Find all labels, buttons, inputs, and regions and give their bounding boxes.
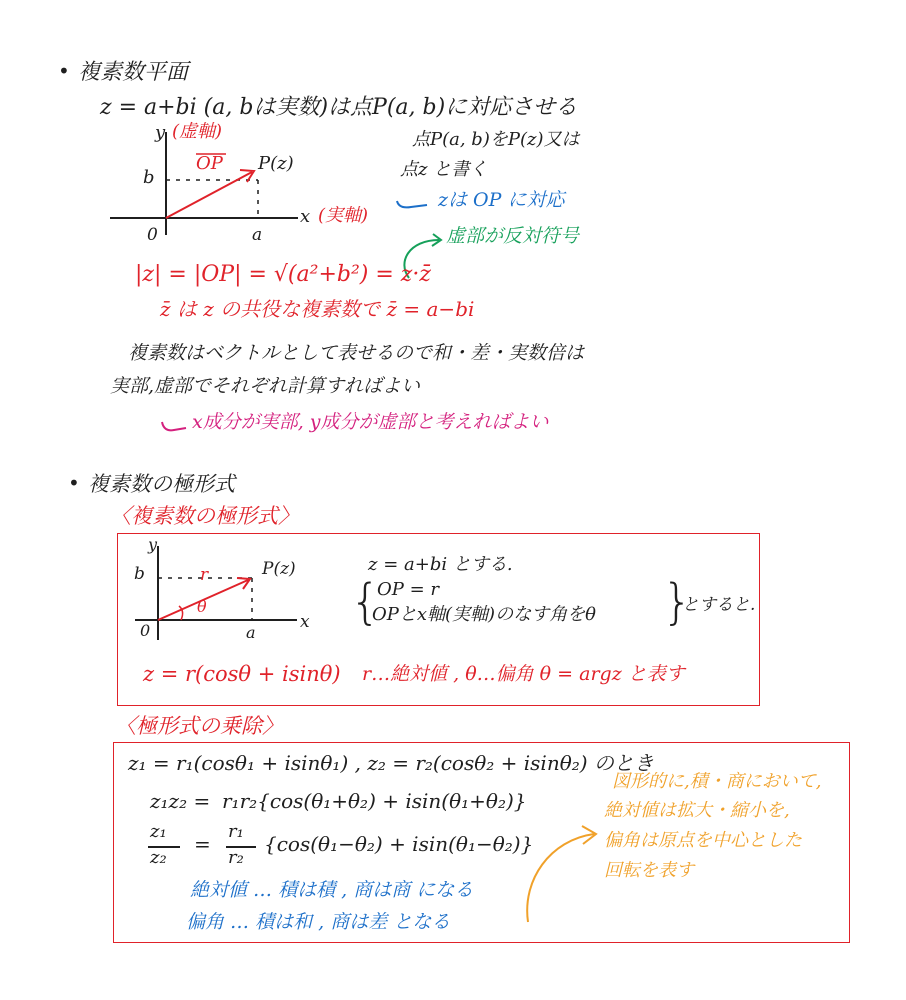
diagram1-imag-axis-label: (虚軸) bbox=[172, 121, 223, 142]
abs-value-note: 絶対値 … 積は積 , 商は商 になる bbox=[190, 879, 474, 901]
polar-origin-label: 0 bbox=[140, 621, 151, 640]
polar-theta-label: θ bbox=[197, 597, 207, 616]
mult-box-title: 〈極形式の乗除〉 bbox=[115, 714, 283, 738]
quotient-denominator: z₂ bbox=[150, 847, 167, 868]
side-note-line3: 偏角は原点を中心とした bbox=[604, 830, 802, 851]
let-z-text: z = a+bi とする. bbox=[368, 554, 513, 575]
note-vector: zは OP に対応 bbox=[438, 189, 565, 211]
side-note-line1: 図形的に,積・商において, bbox=[612, 771, 822, 792]
note-xy-components: x成分が実部, y成分が虚部と考えればよい bbox=[192, 411, 549, 433]
polar-x-label: x bbox=[300, 612, 310, 632]
orange-arrow-icon bbox=[510, 820, 600, 930]
diagram1-vector-label: OP bbox=[196, 153, 223, 174]
condition-theta: OPとx軸(実軸)のなす角をθ bbox=[372, 604, 596, 625]
polar-formula: z = r(cosθ + isinθ) bbox=[143, 662, 341, 686]
complex-plane-diagram bbox=[100, 120, 400, 260]
note-conjugate: 虚部が反対符号 bbox=[446, 225, 580, 247]
section1-title: 複素数平面 bbox=[78, 60, 189, 85]
polar-point-label: P(z) bbox=[262, 559, 296, 579]
polar-b-label: b bbox=[134, 564, 145, 584]
mult-given-line: z₁ = r₁(cosθ₁ + isinθ₁) , z₂ = r₂(cosθ₂ + isinθ₂) のとき bbox=[128, 751, 654, 775]
polar-box-title: 〈複素数の極形式〉 bbox=[110, 504, 299, 528]
polar-r-label: r bbox=[200, 565, 209, 585]
note-point-line1: 点P(a, b)をP(z)又は bbox=[412, 129, 580, 150]
bullet-section2: • bbox=[68, 471, 80, 495]
polar-a-label: a bbox=[246, 623, 256, 642]
diagram1-real-axis-label: (実軸) bbox=[318, 205, 369, 226]
blue-arrow-icon bbox=[395, 195, 435, 215]
side-note-line4: 回転を表す bbox=[604, 860, 694, 881]
magenta-arrow-icon bbox=[160, 418, 190, 438]
ratio-denominator: r₂ bbox=[228, 847, 244, 868]
side-note-line2: 絶対値は拡大・縮小を, bbox=[604, 800, 790, 821]
quotient-rhs: {cos(θ₁−θ₂) + isin(θ₁−θ₂)} bbox=[264, 832, 534, 856]
abs-formula: |z| = |OP| = √(a²+b²) = z·z̄ bbox=[135, 262, 431, 287]
vector-text-line2: 実部,虚部でそれぞれ計算すればよい bbox=[110, 375, 421, 397]
diagram1-b-label: b bbox=[143, 167, 155, 188]
product-rhs: r₁r₂{cos(θ₁+θ₂) + isin(θ₁+θ₂)} bbox=[222, 789, 527, 813]
bullet-section1: • bbox=[58, 59, 70, 83]
conjugate-formula: z̄ は z の共役な複素数で z̄ = a−bi bbox=[160, 297, 475, 321]
diagram1-a-label: a bbox=[252, 225, 263, 245]
brace-right: } bbox=[662, 574, 693, 630]
condition-r: OP = r bbox=[377, 579, 439, 600]
product-lhs: z₁z₂ = bbox=[150, 789, 211, 813]
then-text: とすると. bbox=[682, 595, 756, 615]
intro-text: z = a+bi (a, bは実数)は点P(a, b)に対応させる bbox=[100, 95, 578, 120]
quotient-numerator: z₁ bbox=[150, 821, 167, 842]
diagram1-y-label: y bbox=[155, 122, 166, 143]
diagram1-origin-label: 0 bbox=[147, 225, 158, 245]
diagram1-x-label: x bbox=[300, 206, 311, 227]
section2-title: 複素数の極形式 bbox=[88, 472, 235, 496]
vector-text-line1: 複素数はベクトルとして表せるので和・差・実数倍は bbox=[128, 342, 585, 364]
polar-y-label: y bbox=[148, 535, 158, 554]
polar-diagram bbox=[125, 540, 325, 650]
quotient-equals: = bbox=[194, 832, 211, 856]
polar-definitions: r…絶対値 , θ…偏角 θ = argz と表す bbox=[362, 663, 685, 685]
note-point-line2: 点z と書く bbox=[400, 159, 488, 180]
brace-left: { bbox=[350, 574, 381, 630]
argument-note: 偏角 … 積は和 , 商は差 となる bbox=[186, 911, 451, 933]
ratio-numerator: r₁ bbox=[228, 821, 244, 842]
diagram1-point-label: P(z) bbox=[258, 153, 294, 174]
